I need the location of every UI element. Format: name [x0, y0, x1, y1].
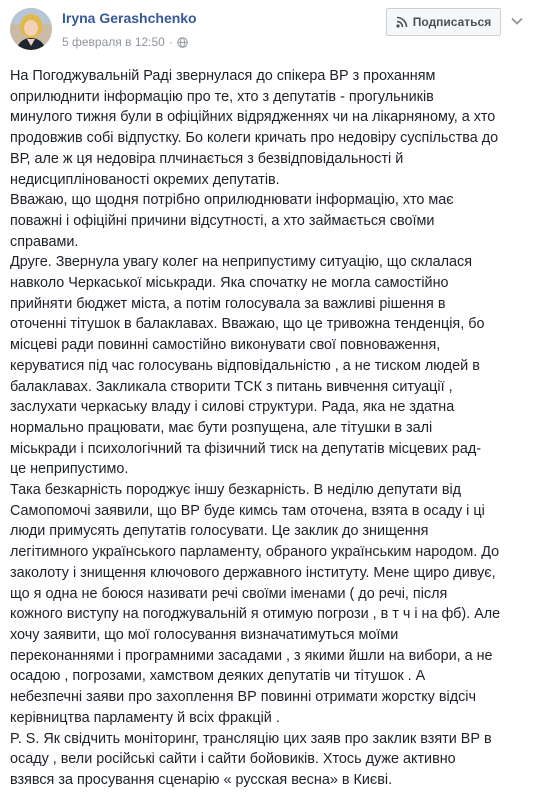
rss-icon	[396, 16, 408, 28]
follow-button-label: Подписаться	[412, 15, 492, 29]
post-paragraph	[10, 729, 526, 791]
post-paragraph	[10, 480, 526, 728]
post-text-line: керівництва парламенту й всіх фракцій .	[10, 709, 280, 726]
post-text-line: прийняти бюджет міста, а потім голосувала за важливі рішення в	[10, 295, 446, 312]
globe-icon[interactable]	[177, 37, 188, 48]
post-text-line: навколо Черкаської міськради. Яка спочатку не могла самостійно	[10, 275, 449, 292]
post-meta	[62, 35, 188, 49]
post-text-line: оприлюднити інформацію про те, хто з депутатів - прогульників	[10, 88, 434, 105]
post-paragraph	[10, 66, 526, 190]
post-text-line: P. S. Як свідчить моніторинг, трансляцію цих заяв про заклик взяти ВР в	[10, 730, 492, 747]
post-text-line: Вважаю, що щодня потрібно оприлюднювати інформацію, хто має	[10, 192, 454, 209]
post-text-line: взявся за просування сценарію « русская весна» в Києві.	[10, 771, 393, 788]
post-text-line: хочу заявити, що мої голосування визначатимуться моїми	[10, 626, 399, 643]
post-text-line: продовжив собі відпустку. Бо колеги кричать про недовіру суспільства до	[10, 130, 499, 147]
post-paragraph	[10, 190, 526, 252]
post-text-line: осаду , вели російські сайти і сайти бойовиків. Хтось дуже активно	[10, 751, 456, 768]
post-text-line: балаклавах. Закликала створити ТСК з питань вивчення ситуації ,	[10, 378, 453, 395]
post-text-line: справами.	[10, 233, 79, 250]
post-text-line: міськради і психологічний та фізичний тиск на депутатів місцевих рад-	[10, 440, 482, 457]
post-text-line: На Погоджувальній Раді звернулася до спікера ВР з проханням	[10, 68, 436, 84]
post-text-line: легітимного українського парламенту, обраного українським народом. До	[10, 544, 500, 561]
post-text-line: минулого тижня були в офіційних відрядженнях чи на лікарняному, а хто	[10, 109, 496, 126]
post-text-line: небезпечні заяви про захоплення ВР повинні отримати жорстку відсіч	[10, 689, 476, 706]
post-text-line: ВР, але ж ця недовіра плчинається з безвідповідальності й	[10, 150, 404, 167]
chevron-down-glyph	[511, 17, 523, 25]
post-text-line: оточенні тітушок в балаклавах. Вважаю, що це тривожна тенденція, бо	[10, 316, 485, 333]
post-text-line: переконаннями і програмними засадами , з якими йшли на вибори, а не	[10, 647, 493, 664]
post-text-line: поважні і офіційні причини відсутності, а хто займається своїми	[10, 212, 435, 229]
post-text-line: місцеві ради повинні самостійно виконувати свої повноваження,	[10, 337, 441, 354]
author-name[interactable]: Iryna Gerashchenko	[62, 10, 197, 26]
post-text-line: нормально працювати, має бути розпущена, але тітушки в залі	[10, 419, 433, 436]
post-header	[0, 0, 536, 58]
post-text-line: недисциплінованості окремих депутатів.	[10, 171, 280, 188]
post-text-line: це неприпустимо.	[10, 461, 129, 478]
chevron-down-icon[interactable]	[508, 12, 526, 30]
follow-button[interactable]	[386, 8, 501, 36]
post-timestamp[interactable]: 5 февраля в 12:50	[62, 35, 165, 49]
post-text-line: що я одна не боюся називати речі своїми іменами ( до речі, після	[10, 585, 448, 602]
post-text-line: заколоту і знищення ключового державного інституту. Мене щиро дивує,	[10, 564, 496, 581]
post-text-line: Друге. Звернула увагу колег на неприпустиму ситуацію, що склалася	[10, 254, 473, 271]
post-body	[10, 66, 526, 791]
post-text-line: керуватися під час голосувань відповідальністю , а не тиском людей в	[10, 357, 480, 374]
post-text-line: заслухати черкаську владу і силові структури. Рада, яка не здатна	[10, 399, 455, 416]
post-text-line: Самопомочі заявили, що ВР буде кимсь там оточена, взята в осаду і ці	[10, 502, 485, 519]
post-text-line: осадою , погрозами, хамством деяких депутатів чи тітушок . А	[10, 668, 426, 685]
avatar-image	[10, 8, 52, 50]
meta-separator: ·	[168, 35, 173, 49]
post-paragraph	[10, 252, 526, 480]
post-text-line: Така безкарність породжує іншу безкарність. В неділю депутати від	[10, 482, 462, 499]
avatar[interactable]	[10, 8, 52, 50]
post-text-line: кожного виступу на погоджувальній я отимую погрози , в т ч і на фб). Але	[10, 606, 501, 623]
post-text-line: люди примусять депутатів голосувати. Це заклик до знищення	[10, 523, 429, 540]
